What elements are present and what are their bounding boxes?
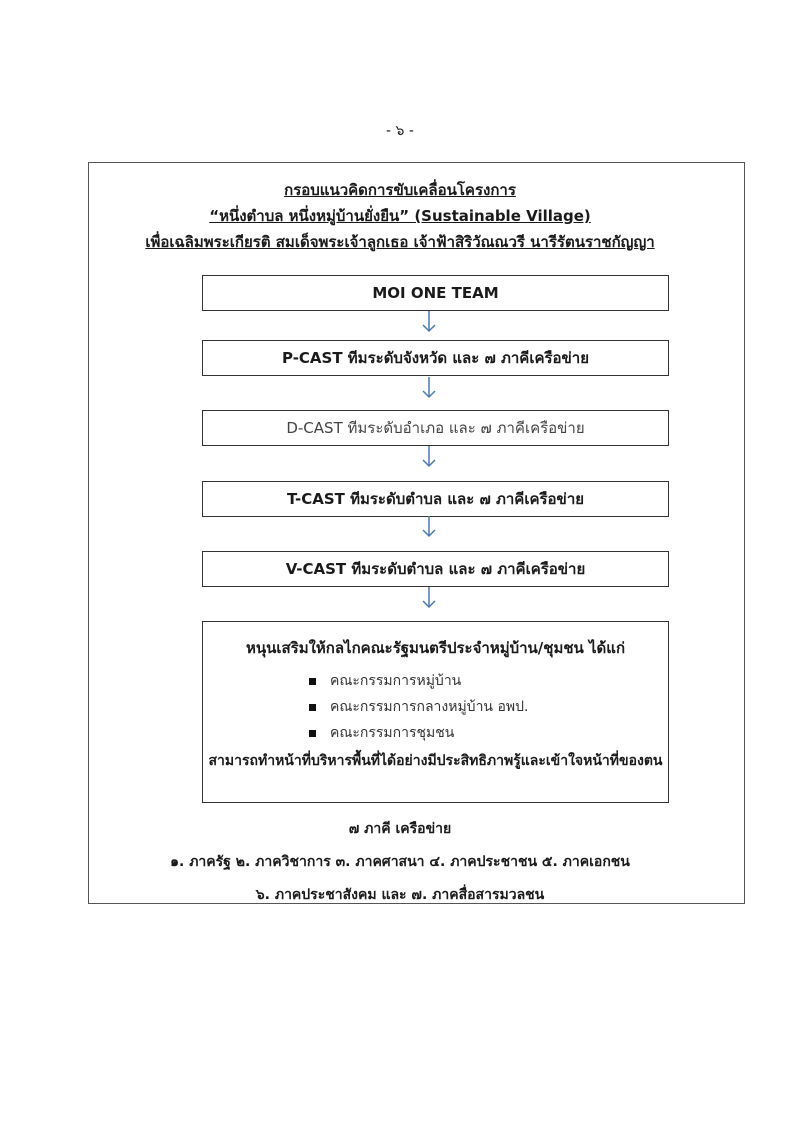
square-bullet-icon: [309, 730, 316, 737]
down-arrow-icon: [420, 377, 438, 399]
list-item-label: คณะกรรมการหมู่บ้าน: [330, 673, 462, 689]
v-cast-box: V-CAST ทีมระดับตำบล และ ๗ ภาคีเครือข่าย: [202, 551, 669, 587]
d-cast-box: D-CAST ทีมระดับอำเภอ และ ๗ ภาคีเครือข่าย: [202, 410, 669, 446]
document-title: กรอบแนวคิดการขับเคลื่อนโครงการ: [284, 181, 516, 199]
moi-one-team-box: MOI ONE TEAM: [202, 275, 669, 311]
network-list-line-1: ๑. ภาครัฐ ๒. ภาควิชาการ ๓. ภาคศาสนา ๔. ภาคประชาชน ๕. ภาคเอกชน: [170, 854, 630, 870]
down-arrow-icon: [420, 311, 438, 333]
page-number: - ๖ -: [386, 123, 414, 139]
village-mechanism-box: [202, 621, 669, 803]
network-heading: ๗ ภาคี เครือข่าย: [348, 821, 452, 837]
down-arrow-icon: [420, 516, 438, 538]
mechanism-title: หนุนเสริมให้กลไกคณะรัฐมนตรีประจำหมู่บ้าน/ชุมชน ได้แก่: [245, 639, 626, 657]
t-cast-box: T-CAST ทีมระดับตำบล และ ๗ ภาคีเครือข่าย: [202, 481, 669, 517]
square-bullet-icon: [309, 678, 316, 685]
project-name: “หนึ่งตำบล หนึ่งหมู่บ้านยั่งยืน” (Sustainable Village): [209, 207, 591, 225]
square-bullet-icon: [309, 704, 316, 711]
network-list-line-2: ๖. ภาคประชาสังคม และ ๗. ภาคสื่อสารมวลชน: [255, 887, 545, 903]
dedication-line: เพื่อเฉลิมพระเกียรติ สมเด็จพระเจ้าลูกเธอ เจ้าฟ้าสิริวัณณวรี นารีรัตนราชกัญญา: [145, 233, 655, 251]
list-item: [309, 670, 461, 692]
list-item-label: คณะกรรมการชุมชน: [330, 725, 455, 741]
list-item-label: คณะกรรมการกลางหมู่บ้าน อพป.: [330, 699, 529, 715]
p-cast-box: P-CAST ทีมระดับจังหวัด และ ๗ ภาคีเครือข่าย: [202, 340, 669, 376]
down-arrow-icon: [420, 587, 438, 609]
mechanism-footer: สามารถทำหน้าที่บริหารพื้นที่ได้อย่างมีประสิทธิภาพรู้และเข้าใจหน้าที่ของตน: [208, 753, 663, 769]
list-item: [309, 696, 528, 718]
list-item: [309, 722, 454, 744]
down-arrow-icon: [420, 446, 438, 468]
